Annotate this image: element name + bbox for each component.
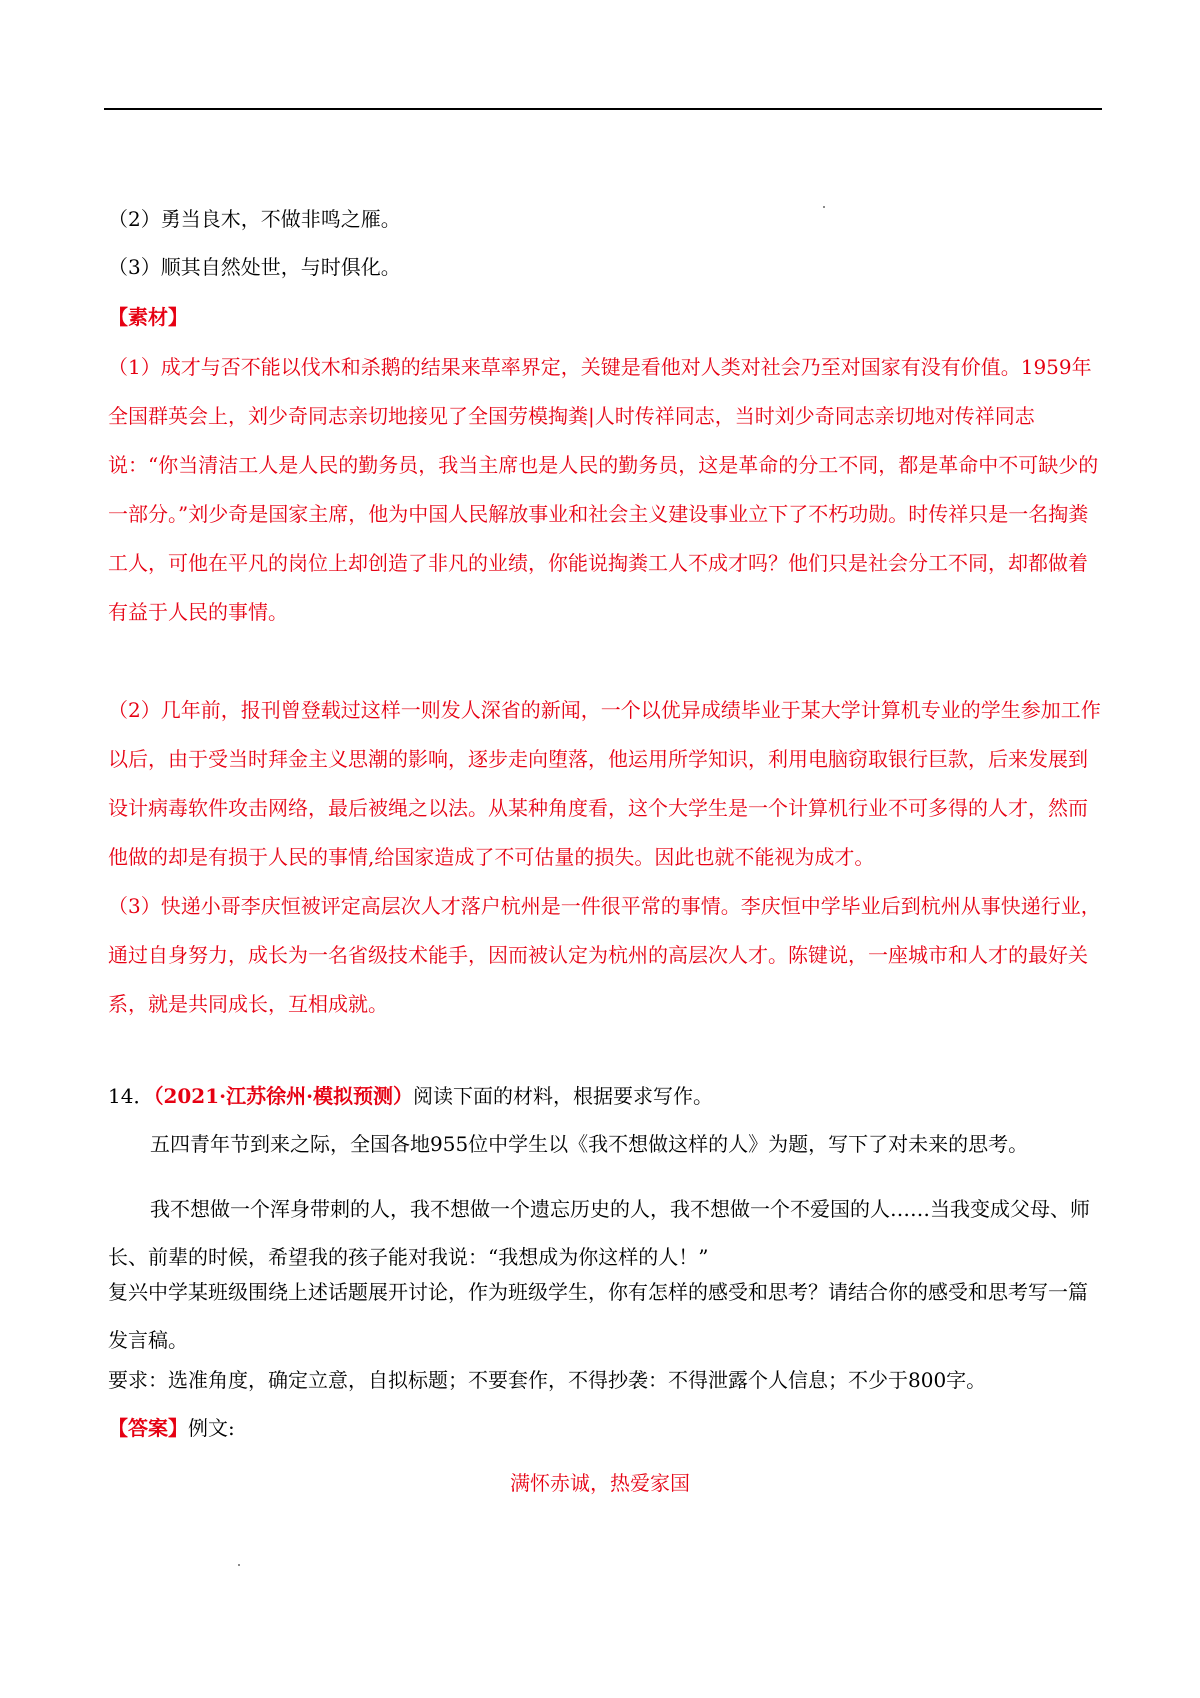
header-rule bbox=[104, 108, 1102, 110]
prompt-paragraph-1: 五四青年节到来之际，全国各地955位中学生以《我不想做这样的人》为题，写下了对未来的思考。 bbox=[150, 1132, 1029, 1156]
answer-line-2: （2）勇当良木，不做非鸣之雁。 bbox=[108, 207, 401, 231]
prompt-paragraph-2: 我不想做一个浑身带刺的人，我不想做一个遗忘历史的人，我不想做一个不爱国的人……当我变成父母、师长、前辈的时候，希望我的孩子能对我说：“我想成为你这样的人！” bbox=[108, 1197, 1090, 1269]
question-source: （2021·江苏徐州·模拟预测） bbox=[153, 1084, 414, 1108]
material-paragraph-3: （3）快递小哥李庆恒被评定高层次人才落户杭州是一件很平常的事情。李庆恒中学毕业后到杭州从事快递行业，通过自身努力，成长为一名省级技术能手，因而被认定为杭州的高层次人才。陈键说，一座城市和人才的最好关系，就是共同成长，互相成就。 bbox=[108, 894, 1101, 1016]
answer-text: 例文: bbox=[188, 1416, 235, 1440]
stray-dot bbox=[238, 1564, 240, 1566]
answer-label: 【答案】 bbox=[108, 1416, 188, 1440]
answer-line bbox=[108, 1409, 1102, 1447]
question-14-header bbox=[108, 1077, 1102, 1115]
question-instruction: 阅读下面的材料，根据要求写作。 bbox=[413, 1084, 714, 1108]
material-paragraph-2: （2）几年前，报刊曾登载过这样一则发人深省的新闻，一个以优异成绩毕业于某大学计算机专业的学生参加工作以后，由于受当时拜金主义思潮的影响，逐步走向堕落，他运用所学知识，利用电脑窃取银行巨款，后来发展到设计病毒软件攻击网络，最后被绳之以法。从某种角度看，这个大学生是一个计算机行业不可多得的人才，然而他做的却是有损于人民的事情,给国家造成了不可估量的损失。因此也就不能视为成才。 bbox=[108, 698, 1101, 869]
answer-line-3: （3）顺其自然处世，与时俱化。 bbox=[108, 255, 401, 279]
essay-title: 满怀赤诚，热爱家国 bbox=[510, 1471, 690, 1495]
requirements: 要求：选准角度，确定立意，自拟标题；不要套作，不得抄袭：不得泄露个人信息；不少于800字。 bbox=[108, 1368, 987, 1392]
question-number: 14． bbox=[108, 1084, 154, 1108]
prompt-paragraph-3: 复兴中学某班级围绕上述话题展开讨论，作为班级学生，你有怎样的感受和思考？请结合你的感受和思考写一篇发言稿。 bbox=[108, 1280, 1088, 1352]
material-paragraph-1: （1）成才与否不能以伐木和杀鹅的结果来草率界定，关键是看他对人类对社会乃至对国家有没有价值。1959年全国群英会上，刘少奇同志亲切地接见了全国劳模掏粪|人时传祥同志，当时刘少奇同志亲切地对传祥同志说：“你当清洁工人是人民的勤务员，我当主席也是人民的勤务员，这是革命的分工不同，都是革命中不可缺少的一部分。”刘少奇是国家主席，他为中国人民解放事业和社会主义建设事业立下了不朽功勋。时传祥只是一名掏粪工人，可他在平凡的岗位上却创造了非凡的业绩，你能说掏粪工人不成才吗？他们只是社会分工不同，却都做着有益于人民的事情。 bbox=[108, 355, 1099, 624]
material-heading: 【素材】 bbox=[108, 305, 188, 329]
